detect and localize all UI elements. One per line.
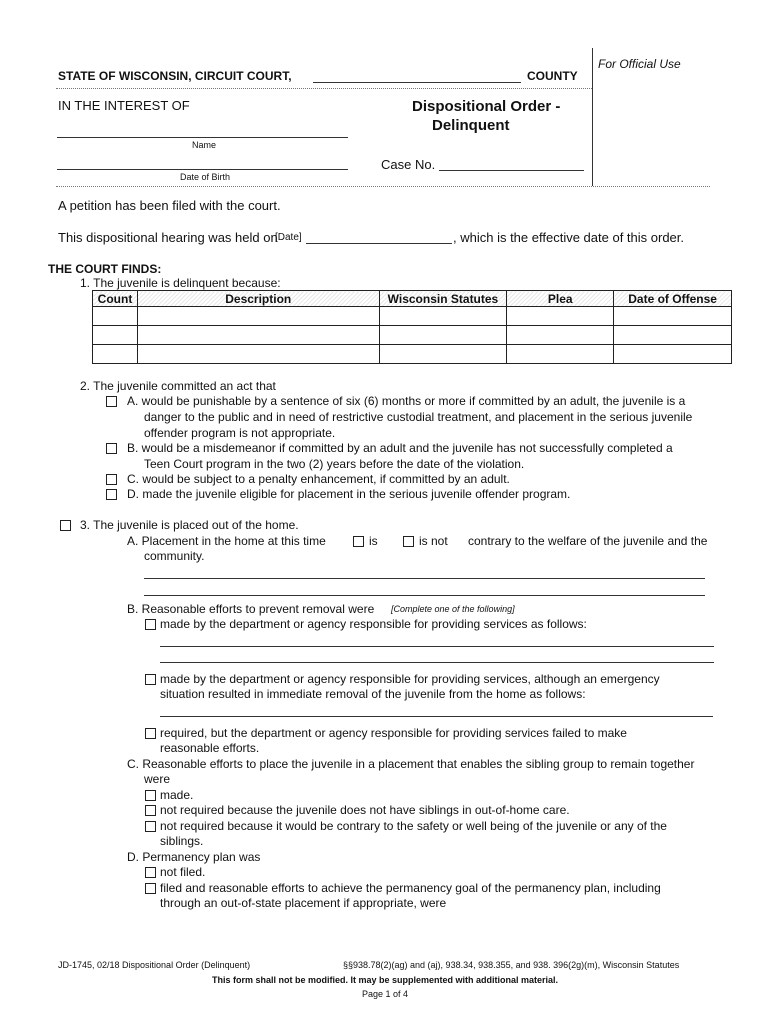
footer-statutes: §§938.78(2)(ag) and (aj), 938.34, 938.355, and 938. 396(2g)(m), Wisconsin Statutes	[343, 960, 680, 970]
finding-3a-rest2: community.	[144, 549, 205, 563]
finding-3c-opt2: not required because the juvenile does not have siblings in out-of-home care.	[160, 803, 570, 817]
table-cell[interactable]	[507, 307, 614, 326]
finding-3a-line-2[interactable]	[144, 595, 705, 596]
hearing-suffix: , which is the effective date of this order.	[453, 230, 684, 245]
table-cell[interactable]	[614, 345, 732, 364]
header-divider	[56, 88, 592, 89]
name-caption: Name	[192, 140, 217, 150]
hearing-prefix: This dispositional hearing was held on	[58, 230, 278, 245]
finding-3b: B. Reasonable efforts to prevent removal were	[127, 602, 375, 616]
table-row	[93, 345, 732, 364]
table-cell[interactable]	[507, 326, 614, 345]
checkbox-3b-opt1[interactable]	[145, 619, 156, 630]
checkbox-2d[interactable]	[106, 489, 117, 500]
interest-of-label: IN THE INTEREST OF	[58, 98, 190, 113]
table-cell[interactable]	[614, 307, 732, 326]
date-hint: [Date]	[275, 232, 302, 243]
finding-3: 3. The juvenile is placed out of the home.	[80, 518, 299, 532]
finding-3c-line2: were	[144, 772, 171, 786]
finding-3a-is: is	[369, 534, 378, 548]
finding-3b-opt2-line2: situation resulted in immediate removal of the juvenile from the home as follows:	[160, 687, 586, 701]
table-cell[interactable]	[507, 345, 614, 364]
table-cell[interactable]	[379, 345, 507, 364]
finding-3b-opt3-line2: reasonable efforts.	[160, 741, 260, 755]
table-row	[93, 326, 732, 345]
checkbox-3a-is[interactable]	[353, 536, 364, 547]
checkbox-3b-opt3[interactable]	[145, 728, 156, 739]
table-cell[interactable]	[93, 345, 138, 364]
finding-3c-opt3-line1: not required because it would be contrary to the safety or well being of the juvenile or any of the	[160, 819, 667, 833]
case-no-field[interactable]	[439, 170, 584, 171]
finding-3a: A. Placement in the home at this time	[127, 534, 326, 548]
finding-3d-opt2-line2: through an out-of-state placement if appropriate, were	[160, 896, 447, 910]
finding-3b-opt3-line1: required, but the department or agency responsible for providing services failed to make	[160, 726, 627, 740]
checkbox-2c[interactable]	[106, 474, 117, 485]
footer-form-id: JD-1745, 02/18 Dispositional Order (Delinquent)	[58, 960, 251, 970]
checkbox-3c-opt2[interactable]	[145, 805, 156, 816]
table-cell[interactable]	[137, 345, 379, 364]
checkbox-3d-opt1[interactable]	[145, 867, 156, 878]
court-line-label: STATE OF WISCONSIN, CIRCUIT COURT,	[58, 69, 292, 83]
table-cell[interactable]	[137, 326, 379, 345]
checkbox-2a[interactable]	[106, 396, 117, 407]
finding-3b-opt2-line1: made by the department or agency responsible for providing services, although an emergency	[160, 672, 660, 686]
finding-2: 2. The juvenile committed an act that	[80, 379, 276, 393]
finding-2a-line3: offender program is not appropriate.	[144, 426, 336, 440]
name-field[interactable]	[57, 137, 348, 138]
col-statutes: Wisconsin Statutes	[379, 291, 507, 307]
dob-field[interactable]	[57, 169, 348, 170]
finding-3c-line1: C. Reasonable efforts to place the juvenile in a placement that enables the sibling group to remain together	[127, 757, 695, 771]
finding-3d: D. Permanency plan was	[127, 850, 261, 864]
header-bottom-divider	[56, 186, 710, 187]
finding-1: 1. The juvenile is delinquent because:	[80, 276, 281, 290]
finding-2b-line2: Teen Court program in the two (2) years before the date of the violation.	[144, 457, 525, 471]
finding-3b-opt2-line[interactable]	[160, 716, 713, 717]
finding-3b-opt1-line-2[interactable]	[160, 662, 714, 663]
finding-3c-opt3-line2: siblings.	[160, 834, 204, 848]
table-cell[interactable]	[614, 326, 732, 345]
finding-3a-line-1[interactable]	[144, 578, 705, 579]
finding-3c-opt1: made.	[160, 788, 194, 802]
col-plea: Plea	[507, 291, 614, 307]
checkbox-3c-opt3[interactable]	[145, 821, 156, 832]
checkbox-3c-opt1[interactable]	[145, 790, 156, 801]
table-cell[interactable]	[379, 307, 507, 326]
table-row	[93, 307, 732, 326]
county-label: COUNTY	[527, 69, 578, 83]
table-cell[interactable]	[137, 307, 379, 326]
petition-text: A petition has been filed with the court.	[58, 198, 281, 213]
court-finds-heading: THE COURT FINDS:	[48, 262, 162, 276]
table-cell[interactable]	[93, 326, 138, 345]
footer-notice: This form shall not be modified. It may be supplemented with additional material.	[211, 975, 559, 985]
finding-3b-opt1-line-1[interactable]	[160, 646, 714, 647]
finding-3d-opt2-line1: filed and reasonable efforts to achieve the permanency goal of the permanency plan, including	[160, 881, 661, 895]
col-date-of-offense: Date of Offense	[614, 291, 732, 307]
checkbox-3b-opt2[interactable]	[145, 674, 156, 685]
finding-2d: D. made the juvenile eligible for placement in the serious juvenile offender program.	[127, 487, 571, 501]
finding-3d-opt1: not filed.	[160, 865, 206, 879]
finding-2c: C. would be subject to a penalty enhancement, if committed by an adult.	[127, 472, 510, 486]
checkbox-3a-is-not[interactable]	[403, 536, 414, 547]
checkbox-2b[interactable]	[106, 443, 117, 454]
table-cell[interactable]	[93, 307, 138, 326]
checkbox-3[interactable]	[60, 520, 71, 531]
offense-table-header	[93, 291, 732, 307]
dob-caption: Date of Birth	[180, 172, 231, 182]
finding-2a-line2: danger to the public and in need of restrictive custodial treatment, and placement in the serious juvenile	[144, 410, 693, 424]
col-count: Count	[93, 291, 138, 307]
checkbox-3d-opt2[interactable]	[145, 883, 156, 894]
finding-3b-opt1: made by the department or agency responsible for providing services as follows:	[160, 617, 587, 631]
finding-3a-rest: contrary to the welfare of the juvenile and the	[468, 534, 708, 548]
official-use-label: For Official Use	[598, 57, 681, 71]
offense-table	[92, 290, 732, 364]
county-field[interactable]	[313, 82, 521, 83]
finding-2a-line1: A. would be punishable by a sentence of six (6) months or more if committed by an adult, the juvenile is a	[127, 394, 686, 408]
finding-3a-is-not: is not	[419, 534, 448, 548]
finding-3b-hint: [Complete one of the following]	[391, 604, 515, 614]
table-cell[interactable]	[379, 326, 507, 345]
case-no-label: Case No.	[381, 157, 436, 172]
footer-page-number: Page 1 of 4	[361, 989, 409, 999]
col-description: Description	[137, 291, 379, 307]
official-use-divider	[592, 48, 593, 186]
finding-2b-line1: B. would be a misdemeanor if committed by an adult and the juvenile has not successfully completed a	[127, 441, 673, 455]
form-title-line2: Delinquent	[432, 117, 510, 134]
form-title-line1: Dispositional Order -	[412, 98, 561, 115]
hearing-date-field[interactable]	[306, 243, 452, 244]
